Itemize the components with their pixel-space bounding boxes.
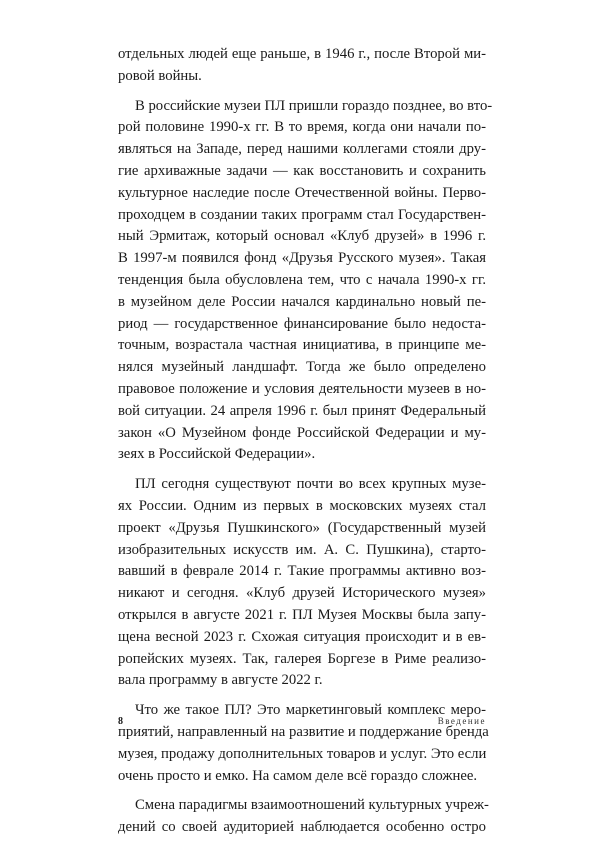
running-head: Введение xyxy=(437,716,486,726)
text-line: открылся в августе 2021 г. ПЛ Музея Москвы была запу- xyxy=(118,606,486,623)
text-line: отдельных людей еще раньше, в 1946 г., после Второй ми- xyxy=(118,46,486,62)
text-line: проект «Друзья Пушкинского» (Государственный музей xyxy=(118,519,486,536)
text-line: ях России. Одним из первых в московских музеях стал xyxy=(118,497,486,514)
text-line: рой половине 1990-х гг. В то время, когда они начали по- xyxy=(118,119,486,136)
text-line: изобразительных искусств им. А. С. Пушкина), старто- xyxy=(118,541,486,558)
paragraph xyxy=(118,474,486,692)
text-line: ный Эрмитаж, который основал «Клуб друзей» в 1996 г. xyxy=(118,228,486,245)
text-line: правовое положение и условия деятельности музеев в но- xyxy=(118,380,486,397)
text-line: дений со своей аудиторией наблюдается особенно остро xyxy=(118,819,486,836)
text-line: Что же такое ПЛ? Это маркетинговый комплекс меро- xyxy=(135,702,486,719)
paragraph xyxy=(118,700,489,787)
text-line: тенденция была обусловлена тем, что с начала 1990-х гг. xyxy=(118,271,486,288)
text-line: в музейном деле России начался кардинально новый пе- xyxy=(118,293,486,310)
text-line: приятий, направленный на развитие и поддержание бренда xyxy=(118,723,489,740)
text-line: вала программу в августе 2022 г. xyxy=(118,672,323,689)
text-line: точным, возрастала частная инициатива, в принципе ме- xyxy=(118,337,486,354)
page-number: 8 xyxy=(118,716,123,727)
text-line: В 1997-м появился фонд «Друзья Русского музея». Такая xyxy=(118,250,486,267)
text-line: ПЛ сегодня существуют почти во всех крупных музе- xyxy=(135,476,486,493)
text-line: являться на Западе, перед нашими коллегами стояли дру- xyxy=(118,141,486,158)
text-line: зеях в Российской Федерации». xyxy=(118,446,316,463)
text-line: риод — государственное финансирование было недоста- xyxy=(118,315,486,332)
text-line: музея, продажу дополнительных товаров и услуг. Это если xyxy=(118,745,487,762)
text-line: вавший в феврале 2014 г. Такие программы активно воз- xyxy=(118,563,486,580)
text-line: никают и сегодня. «Клуб друзей Исторического музея» xyxy=(118,585,486,602)
text-line: закон «О Музейном фонде Российской Федерации и му- xyxy=(118,424,486,441)
paragraph xyxy=(118,44,486,88)
text-line: В российские музеи ПЛ пришли гораздо позднее, во вто- xyxy=(135,97,493,114)
text-line: нялся музейный ландшафт. Тогда же было определено xyxy=(118,359,486,376)
text-line: вой ситуации. 24 апреля 1996 г. был принят Федеральный xyxy=(118,402,486,419)
paragraph xyxy=(118,96,493,467)
text-line: ровой войны. xyxy=(118,67,202,84)
text-line: щена весной 2023 г. Схожая ситуация происходит и в ев- xyxy=(118,628,486,645)
text-line: ропейских музеях. Так, галерея Боргезе в Риме реализо- xyxy=(118,650,486,667)
paragraph xyxy=(118,795,489,839)
text-line: гие архиважные задачи — как восстановить и сохранить xyxy=(118,162,486,179)
text-line: Смена парадигмы взаимоотношений культурных учреж- xyxy=(135,797,489,814)
text-line: культурное наследие после Отечественной войны. Перво- xyxy=(118,184,486,201)
text-line: проходцем в создании таких программ стал Государствен- xyxy=(118,206,486,223)
text-line: очень просто и емко. На самом деле всё гораздо сложнее. xyxy=(118,767,478,784)
page-footer xyxy=(118,716,486,730)
